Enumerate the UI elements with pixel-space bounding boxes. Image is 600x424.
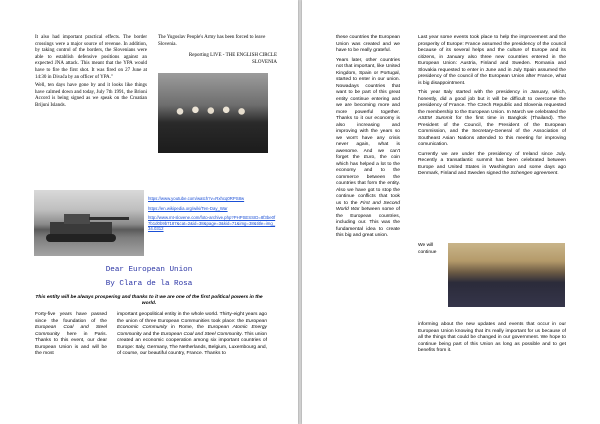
article-byline: By Clara de la Rosa <box>105 280 193 288</box>
closing-paragraph: informing about the new updates and events that occur in our European Union knowing that it's really important for us because of all the things that could be changed in our government. We hope to continue being part of this Union as long as possible and to get benefits from it. <box>418 322 566 353</box>
photo-archive-link[interactable]: http://www.mt-slovene.com/foto-archive.php?PHPSESSID=8f3be0f7b1d0b9b7187&cat=2&id=38&page=3&kid=71&img=38&title=img_34.0312 <box>148 215 276 232</box>
body-text: between some of the European countries, including our. This was the fundamental idea to create this big and great union. <box>336 207 400 238</box>
right-col1-para2 <box>336 58 400 240</box>
body-text-italic: First and Second World War <box>336 200 400 212</box>
body-text: important geopolitical entity in the whole world. Thirty-eight years ago the union of three European Communities took place: the <box>117 312 267 324</box>
body-text-italic: Euro <box>363 155 375 160</box>
body-text: Currently we are under the presidency of Ireland since July. Recently a transatlantic summit has been celebrated between Europe and United States in Washington and some days ago Denmark, Finland and Sweden signed the <box>418 151 566 176</box>
ireland-paragraph <box>418 152 566 178</box>
body-text: Forty-five years have passed since the foundation of the <box>35 312 107 324</box>
body-column-2 <box>117 312 267 358</box>
italy-paragraph <box>418 90 566 149</box>
article-tagline: This entity will be always prospering and thanks to it we are one of the first political powers in the world. <box>35 295 263 307</box>
photo-caption: Reporting LIVE - THE ENGLISH CIRCLE SLOVENIA <box>188 53 277 65</box>
body-text: here in Paris. Thanks to this event, our dear European Union is and will be the most <box>35 331 107 356</box>
body-column-1 <box>35 312 107 358</box>
right-column-2 <box>418 35 566 178</box>
body-text: . This union created an economic cooperation among six important countries of Europe: Italy, Germany, The Netherlands, Belgium, Luxembourg and, of course, our beautiful country, France. Thanks to <box>117 331 267 356</box>
tank-icon <box>34 190 144 256</box>
body-text: in Rome, the <box>167 325 208 330</box>
body-text: and the <box>141 331 161 337</box>
brioni-paragraph: Well, ten days have gone by and it looks like things have calmed down and today, July 7th 1991, the Brioni Accord is being signed as we speak on the Croatian Brijuni Islands. <box>35 83 147 108</box>
summit-photo <box>448 243 565 307</box>
body-text: This year Italy started with the presidency in January, which, honestly, did a good job but it will be difficult to overcome the presidency of France. The Czech Republic and Slovenia requested the membership to the European Union. In March we celebrated the <box>418 90 566 115</box>
right-page <box>302 0 600 424</box>
right-col1-para1: these countries the European Union was created and we have to be really grateful. <box>336 35 400 53</box>
article-headline: Dear European Union <box>105 266 193 274</box>
body-text-italic: European Coal and Steel Community <box>35 325 107 337</box>
body-text-italic: European Coal and Steel Community <box>160 331 242 337</box>
intro-paragraph: It also had important practical effects. The border crossings were a major source of revenue. In addition, by taking control of the borders, the Slovenians were able to establish defensive positions against an expected JNA attack. This meant that the YPA would have to fire the first shot. It was fired on 27 June at 14:30 in Divača by an officer of YPA." <box>35 35 147 80</box>
body-text-italic: European Economic Community <box>117 318 267 330</box>
body-text: Years later, other countries not that important, like United Kingdom, Spain or Portugal, started to enter in our union. Nowadays countries that want to be part of this great entity continue entering and we are becoming more and more powerful together. Thanks to it our economy is also increasing and improving with the years so we won't have any crisis never again, what is awesome. And we can't forget the <box>336 57 400 160</box>
right-column-1 <box>336 35 400 240</box>
tank-photo <box>34 190 144 256</box>
links-block <box>148 196 276 232</box>
body-text: for the first time in Bangkok (Thailand). The President of the Council, the President of the European Commission, and the Secretary-General of the Association of Southeast Asian Nations attended to this meeting for improving comunication. <box>418 116 566 147</box>
youtube-link[interactable]: https://www.youtube.com/watch?v=Rxhcq0RPS8w <box>148 196 245 201</box>
we-will-continue: We will continue <box>418 243 437 255</box>
body-text-italic: European Atomic Energy Community <box>117 325 267 337</box>
body-text: . <box>557 171 559 176</box>
group-photo <box>158 73 268 153</box>
body-text-italic: ASEM Summit <box>418 116 453 121</box>
body-text-italic: Schengen agreement <box>510 171 558 176</box>
left-page <box>0 0 298 424</box>
body-text: , the coin which has helped a lot to the economy and to the commerce between the countries that form the entity. Also we have got to stop the continue conflicts that took us to the <box>336 155 400 206</box>
left-col1-text <box>35 35 147 110</box>
wikipedia-link[interactable]: https://en.wikipedia.org/wiki/Ten-Day_War <box>148 205 228 211</box>
left-col2-intro: The Yugoslav People's Army has been forced to leave Slovenia. <box>158 35 266 47</box>
events-paragraph: Last year some events took place to help the improvement and the prosperity of Europe: France assumed the presidency of the council because of its several helps and the culture of Europe and its citizens, in January also three new countries entered in the European Union: Austria, Finland and Sweden. Romania and Slovakia requested to enter in June and in July Spain assumed the presidency of the council of the European Union after France, what is big disappointment. <box>418 35 566 86</box>
